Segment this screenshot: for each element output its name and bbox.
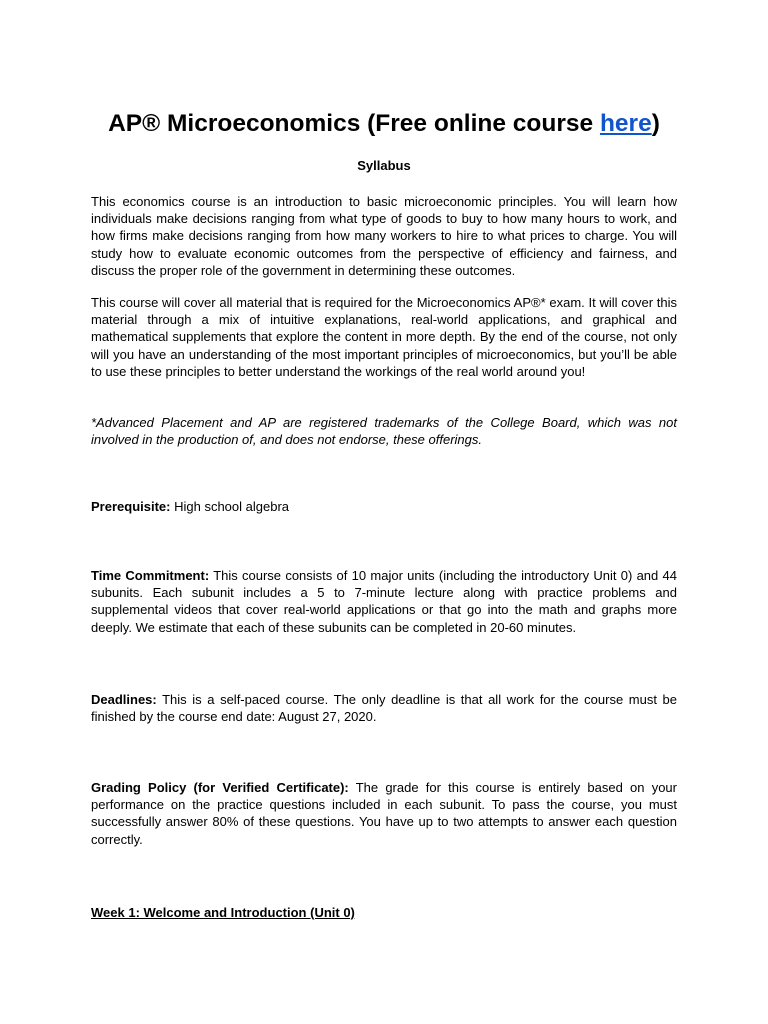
grading-policy-text: The grade for this course is entirely based on your performance on the practice questions included in each subunit. To pass the course, you must successfully answer 80% of these questions. You have up to two attempts to answer each question correctly.	[91, 780, 677, 847]
intro-paragraph-2: This course will cover all material that is required for the Microeconomics AP®* exam. It will cover this material through a mix of intuitive explanations, real-world applications, and graphical and mathematical supplements that explore the content in more depth. By the end of the course, not only will you have an understanding of the most important principles of microeconomics, but you’ll be able to use these principles to better understand the workings of the real world around you!	[91, 295, 677, 379]
title-prefix: AP® Microeconomics (Free online course	[108, 110, 600, 137]
time-commitment-text: This course consists of 10 major units (including the introductory Unit 0) and 44 subunits. Each subunit includes a 5 to 7-minute lecture along with practice problems and supplemental videos that cover real-world applications or that go into the math and graphs more deeply. We estimate that each of these subunits can be completed in 20-60 minutes.	[91, 568, 677, 635]
deadlines-text: This is a self-paced course. The only deadline is that all work for the course must be finished by the course end date: August 27, 2020.	[91, 692, 677, 725]
syllabus-heading: Syllabus	[357, 158, 411, 173]
time-commitment-label: Time Commitment:	[91, 568, 210, 583]
title-suffix: )	[651, 110, 660, 137]
prerequisite-section	[91, 498, 677, 515]
grading-policy-section	[91, 779, 677, 848]
prerequisite-label: Prerequisite:	[91, 499, 171, 514]
trademark-note: *Advanced Placement and AP are registered trademarks of the College Board, which was not involved in the production of, and does not endorse, these offerings.	[91, 415, 677, 448]
page-title	[0, 108, 768, 140]
deadlines-section	[91, 691, 677, 725]
course-link[interactable]: here	[599, 110, 652, 137]
deadlines-label: Deadlines:	[91, 692, 157, 707]
prerequisite-text: High school algebra	[170, 499, 290, 514]
grading-policy-label: Grading Policy (for Verified Certificate):	[91, 780, 349, 795]
week-1-heading: Week 1: Welcome and Introduction (Unit 0)	[91, 905, 355, 920]
time-commitment-section	[91, 567, 677, 636]
intro-paragraph-1: This economics course is an introduction to basic microeconomic principles. You will learn how individuals make decisions ranging from what type of goods to buy to how many hours to work, and how firms make decisions ranging from how many workers to hire to what prices to charge. You will study how to evaluate economic outcomes from the perspective of efficiency and fairness, and discuss the proper role of the government in determining these outcomes.	[91, 194, 677, 278]
